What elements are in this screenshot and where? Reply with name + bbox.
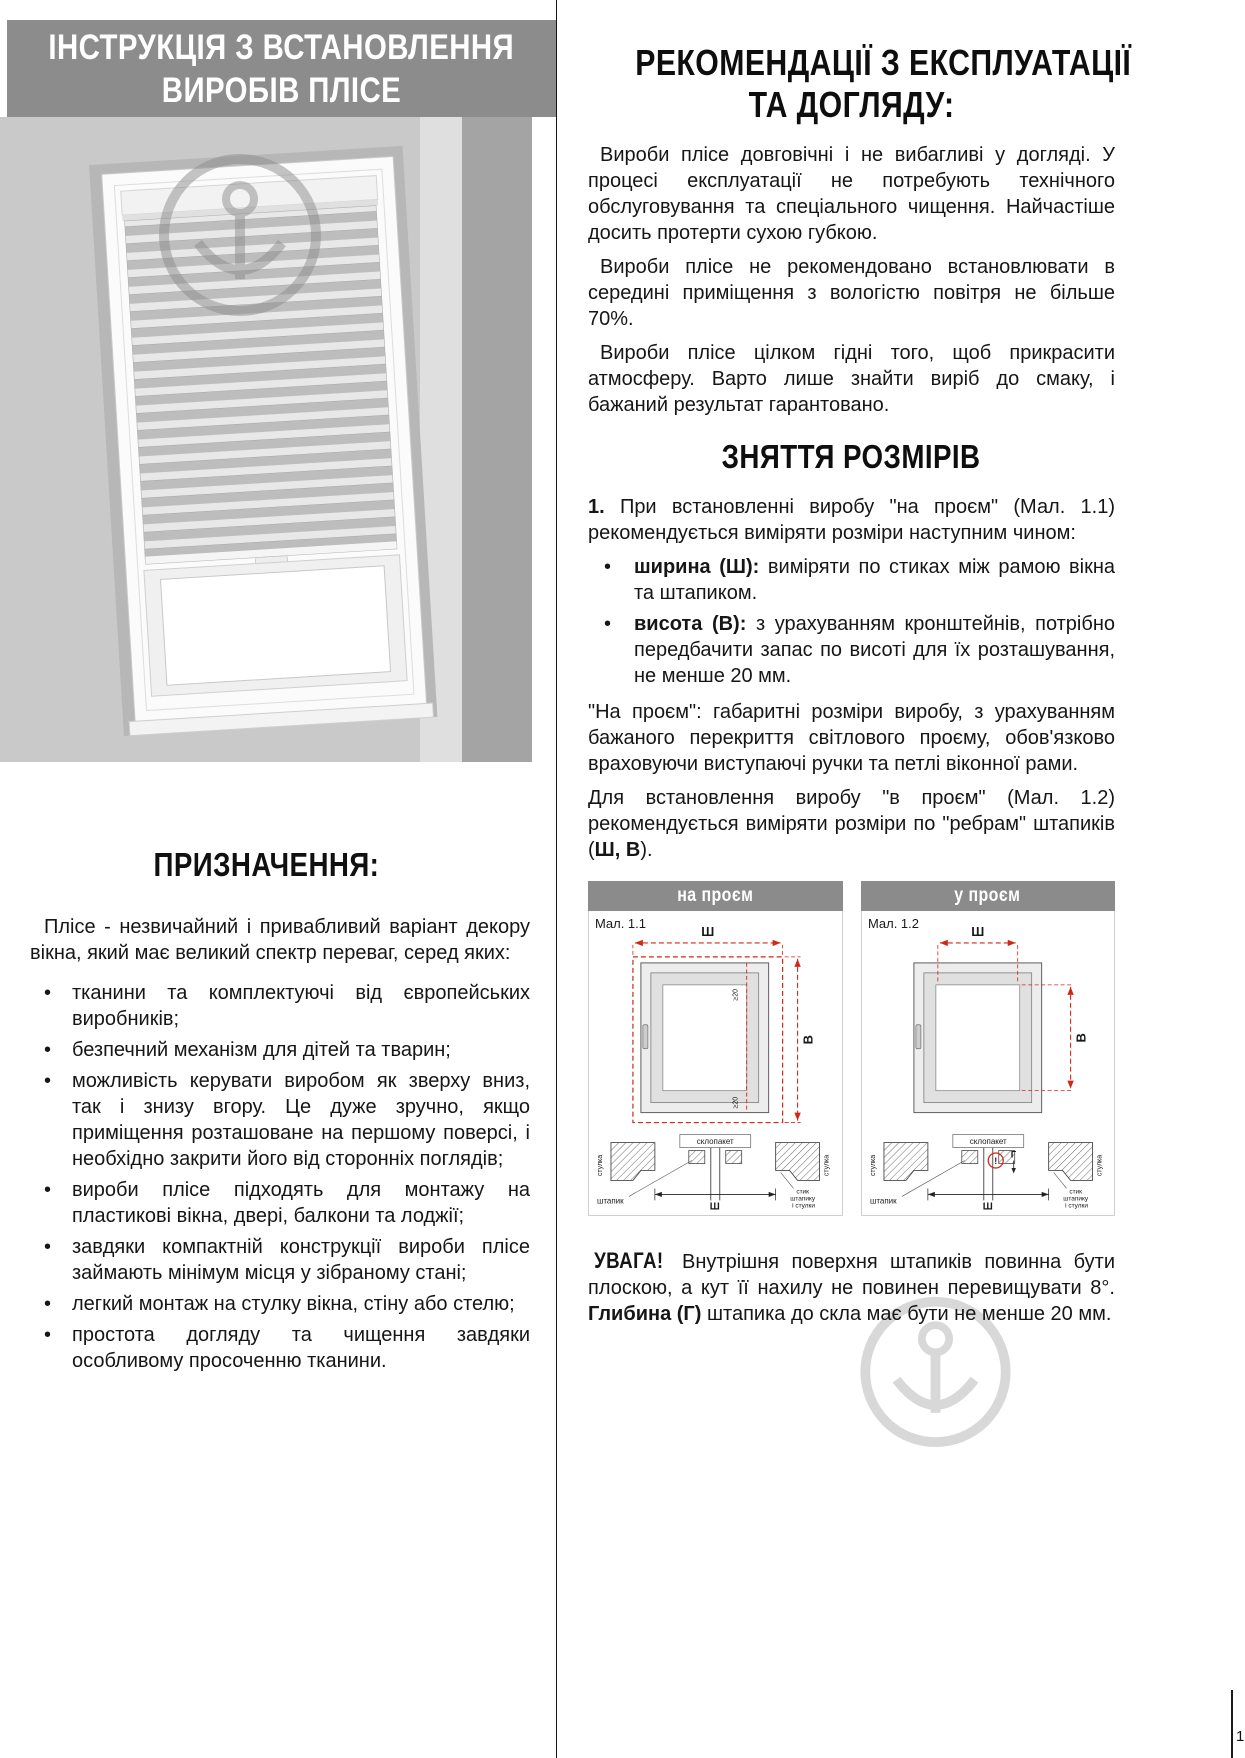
measuring-heading: ЗНЯТТЯ РОЗМІРІВ [722, 438, 981, 475]
height-label: В [1073, 1033, 1089, 1043]
window-illustration [0, 117, 532, 762]
cross-section [611, 1135, 820, 1201]
purpose-item: • завдяки компактній конструкції вироби плісе займають мінімум місця у зібраному стані; [30, 1234, 530, 1286]
joint-label: стик штапику і стулки [1062, 1188, 1088, 1210]
bead-label: штапик [869, 1196, 897, 1206]
window-handle [915, 1025, 920, 1049]
width-label: Ш [709, 1201, 720, 1213]
sash-label: стулка [1096, 1154, 1104, 1177]
figure-na-proem [588, 881, 843, 1216]
window-frame [89, 146, 437, 736]
purpose-item: • можливість керувати виробом як зверху вниз, так і знизу вгору. Це дуже зручно, якщо приміщення розташоване на першому поверсі, і необхідно закрити його від сторонніх поглядів; [30, 1068, 530, 1172]
banner-title-line1: ІНСТРУКЦІЯ З ВСТАНОВЛЕННЯ [48, 27, 515, 67]
care-paragraph: Вироби плісе довговічні і не вибагливі у догляді. У процесі експлуатації не потребують технічного обслуговування та спеціального чищення. Найчастіше досить протерти сухою губкою. [588, 144, 1115, 244]
purpose-list [30, 980, 530, 1374]
figure1-tab-label: на проєм [677, 885, 754, 906]
diagram-mal-1-2 [862, 911, 1115, 1215]
bottom-width-dimension [927, 1188, 1048, 1212]
figure2-tab-label: у проєм [954, 885, 1021, 906]
care-heading-line2: ТА ДОГЛЯДУ: [748, 84, 955, 125]
sash-label: стулка [596, 1154, 604, 1177]
joint-label: стик штапику і стулки [790, 1188, 816, 1210]
figures-row [588, 881, 1115, 1216]
step-number: 1. [588, 496, 605, 518]
care-heading [588, 42, 1132, 126]
glazing-label: склопакет [969, 1137, 1007, 1147]
measuring-note-2: Для встановлення виробу "в проєм" (Мал. 1.2) рекомендується виміряти розміри по "ребрам" штапиків (Ш, В). [588, 787, 1115, 861]
height-dimension [785, 957, 816, 1123]
column-divider [556, 0, 557, 1758]
purpose-item: • вироби плісе підходять для монтажу на пластикові вікна, двері, балкони та лоджії; [30, 1177, 530, 1229]
purpose-section [30, 914, 530, 1379]
window-glass [161, 566, 391, 685]
purpose-heading: ПРИЗНАЧЕННЯ: [153, 846, 379, 883]
warning-label: УВАГА! [594, 1248, 664, 1274]
width-label: Ш [982, 1201, 993, 1213]
bead-right [726, 1151, 742, 1164]
figure1-diagram [588, 911, 843, 1216]
window-handle [643, 1025, 648, 1049]
diagram-window [641, 963, 769, 1113]
cross-section [883, 1135, 1092, 1201]
bottom-width-dimension [655, 1188, 776, 1212]
measuring-step: 1. При встановленні виробу "на проєм" (Мал. 1.1) рекомендується виміряти розміри наступним чином: [588, 496, 1115, 544]
right-column [588, 30, 1132, 1335]
bead-left [961, 1151, 977, 1164]
width-label: Ш [970, 923, 984, 939]
bead-left [689, 1151, 705, 1164]
left-banner [7, 20, 556, 117]
product-photo [0, 117, 532, 762]
diagram-window [913, 963, 1041, 1113]
page-number: 1 [1236, 1728, 1245, 1745]
figure1-caption: Мал. 1.1 [594, 915, 646, 931]
figure1-tab [588, 881, 843, 911]
figure2-tab [861, 881, 1116, 911]
purpose-intro: Плісе - незвичайний і привабливий варіант декору вікна, який має великий спектр переваг, серед яких: [30, 916, 530, 964]
care-paragraph: Вироби плісе не рекомендовано встановлювати в середині приміщення з вологістю повітря не більше 70%. [588, 256, 1115, 330]
diagram-mal-1-1 [589, 911, 842, 1215]
glazing-label: склопакет [696, 1137, 734, 1147]
care-paragraph: Вироби плісе цілком гідні того, щоб прикрасити атмосферу. Варто лише знайти виріб до смаку, і бажаний результат гарантовано. [588, 342, 1115, 416]
width-label: Ш [701, 923, 715, 939]
purpose-item: • легкий монтаж на стулку вікна, стіну або стелю; [30, 1291, 530, 1317]
figure2-diagram [861, 911, 1116, 1216]
exclamation-icon: ! [993, 1155, 997, 1166]
measuring-item: • ширина (Ш): виміряти по стиках між рамою вікна та штапиком. [588, 554, 1115, 606]
width-dimension [633, 924, 783, 955]
purpose-item: • безпечний механізм для дітей та тварин; [30, 1037, 530, 1063]
height-label: В [800, 1035, 816, 1045]
warning-paragraph: УВАГА! Внутрішня поверхня штапиків повинна бути плоскою, а кут її нахилу не повинен перевищувати 8°. Глибина (Г) штапика до скла має бути не менше 20 мм. [588, 1248, 1116, 1326]
care-heading-line1: РЕКОМЕНДАЦІЇ З ЕКСПЛУАТАЦІЇ [635, 42, 1132, 83]
banner-title-line2: ВИРОБІВ ПЛІСЕ [161, 70, 402, 110]
warning-bold-term: Глибина (Г) [588, 1303, 702, 1326]
min20-label: ≥20 [732, 1096, 740, 1109]
min20-label: ≥20 [732, 989, 740, 1001]
sash-label: стулка [869, 1154, 877, 1177]
purpose-item: • простота догляду та чищення завдяки особливому просоченню тканини. [30, 1322, 530, 1374]
wall-side-shadow [462, 117, 532, 762]
depth-label: Г [1010, 1149, 1016, 1161]
figure-u-proem [861, 881, 1116, 1216]
figure2-caption: Мал. 1.2 [867, 915, 919, 931]
sash-label: стулка [823, 1154, 831, 1177]
measuring-list [588, 554, 1115, 689]
measuring-item: • висота (В): з урахуванням кронштейнів, потрібно передбачити запас по висоті для їх розташування, не менше 20 мм. [588, 611, 1115, 689]
measuring-note: "На проєм": габаритні розміри виробу, з урахуванням бажаного перекриття світлового проєму, обов'язково враховуючи виступаючі ручки та петлі віконної рами. [588, 701, 1115, 775]
purpose-item: • тканини та комплектуючі від європейських виробників; [30, 980, 530, 1032]
footer-rule [1231, 1690, 1233, 1758]
bead-label: штапик [596, 1196, 624, 1206]
